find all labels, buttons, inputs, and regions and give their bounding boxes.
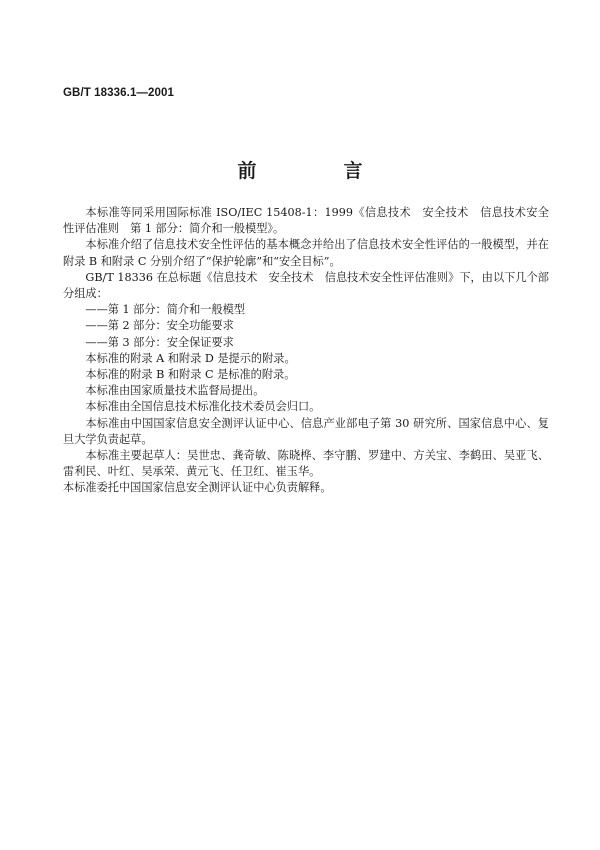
list-item-part-3: ——第 3 部分：安全保证要求 — [85, 335, 234, 349]
paragraph-committee: 本标准由全国信息技术标准化技术委员会归口。 — [85, 400, 321, 414]
page-title: 前 言 — [237, 160, 397, 182]
paragraph-drafters: 本标准主要起草人：吴世忠、龚奇敏、陈晓桦、李守鹏、罗建中、方关宝、李鹤田、吴亚飞、雷利民、叶红、吴承荣、黄元飞、任卫红、崔玉华。 — [63, 449, 549, 479]
foreword-body — [63, 205, 549, 497]
paragraph-drafting-units: 本标准由中国国家信息安全测评认证中心、信息产业部电子第 30 研究所、国家信息中心、复旦大学负责起草。 — [63, 416, 549, 446]
paragraph-introduction: 本标准介绍了信息技术安全性评估的基本概念并给出了信息技术安全性评估的一般模型，并在附录 B 和附录 C 分别介绍了“保护轮廓”和“安全目标”。 — [63, 238, 549, 268]
paragraph-proposer: 本标准由国家质量技术监督局提出。 — [85, 384, 265, 398]
list-item-part-1: ——第 1 部分：简介和一般模型 — [85, 303, 246, 317]
paragraph-adoption: 本标准等同采用国际标准 ISO/IEC 15408-1：1999《信息技术 安全技术 信息技术安全性评估准则 第 1 部分：简介和一般模型》。 — [63, 206, 549, 236]
paragraph-normative-annexes: 本标准的附录 B 和附录 C 是标准的附录。 — [85, 368, 296, 382]
standard-code: GB/T 18336.1—2001 — [63, 87, 175, 99]
list-item-part-2: ——第 2 部分：安全功能要求 — [85, 319, 234, 333]
paragraph-interpretation: 本标准委托中国国家信息安全测评认证中心负责解释。 — [63, 481, 332, 495]
paragraph-informative-annexes: 本标准的附录 A 和附录 D 是提示的附录。 — [85, 351, 296, 365]
paragraph-parts-intro: GB/T 18336 在总标题《信息技术 安全技术 信息技术安全性评估准则》下，由以下几个部分组成： — [63, 270, 549, 301]
